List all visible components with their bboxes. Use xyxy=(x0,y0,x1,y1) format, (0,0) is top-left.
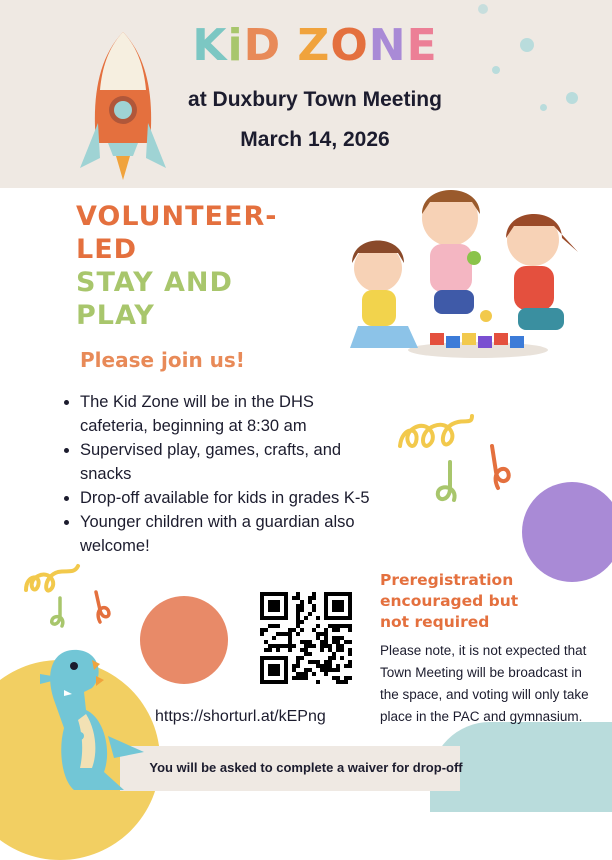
squiggle-decoration xyxy=(46,596,76,630)
list-item: • The Kid Zone will be in the DHS cafeteria, beginning at 8:30 am xyxy=(80,390,380,438)
kids-playing-illustration xyxy=(338,178,600,363)
qr-code xyxy=(260,592,352,684)
prereg-line: encouraged but xyxy=(380,592,519,610)
heading-volunteer-led xyxy=(76,200,326,266)
squiggle-decoration xyxy=(86,590,116,624)
preregistration-heading xyxy=(380,570,590,633)
title-letter: D xyxy=(243,20,282,71)
heading-stay-and-play xyxy=(76,266,326,332)
registration-url[interactable]: https://shorturl.at/kEPng xyxy=(155,708,326,725)
join-us-heading: Please join us! xyxy=(80,348,245,372)
list-item: • Supervised play, games, crafts, and snacks xyxy=(80,438,380,486)
details-list xyxy=(60,390,380,558)
page-title xyxy=(150,20,480,71)
event-location: at Duxbury Town Meeting xyxy=(188,88,442,111)
heading-line: LED xyxy=(76,234,138,265)
list-item: • Drop-off available for kids in grades K-5 xyxy=(80,486,380,510)
squiggle-decoration xyxy=(22,560,82,600)
squiggle-decoration xyxy=(430,458,470,508)
dot-decoration xyxy=(492,66,500,74)
title-letter: E xyxy=(406,20,438,71)
dot-decoration xyxy=(540,104,547,111)
purple-circle-decoration xyxy=(522,482,612,582)
title-letter: K xyxy=(192,20,228,71)
squiggle-decoration xyxy=(396,406,476,456)
title-letter: Z xyxy=(297,20,331,71)
heading-line: VOLUNTEER- xyxy=(76,201,278,232)
title-letter: i xyxy=(227,20,244,71)
dot-decoration xyxy=(478,4,488,14)
prereg-line: not required xyxy=(380,613,490,631)
squiggle-decoration xyxy=(478,442,518,492)
title-letter: O xyxy=(330,20,369,71)
dot-decoration xyxy=(520,38,534,52)
dot-decoration xyxy=(566,92,578,104)
title-letter xyxy=(281,20,297,71)
waiver-notice: You will be asked to complete a waiver for drop-off xyxy=(149,760,463,775)
title-letter: N xyxy=(368,20,407,71)
heading-line: STAY AND xyxy=(76,267,233,298)
prereg-line: Preregistration xyxy=(380,571,514,589)
event-date: March 14, 2026 xyxy=(240,128,390,151)
heading-line: PLAY xyxy=(76,300,155,331)
list-item: • Younger children with a guardian also welcome! xyxy=(80,510,380,558)
broadcast-note: Please note, it is not expected that Town Meeting will be broadcast in the space, and voting will only take place in the PAC and gymnasium. xyxy=(380,643,589,724)
